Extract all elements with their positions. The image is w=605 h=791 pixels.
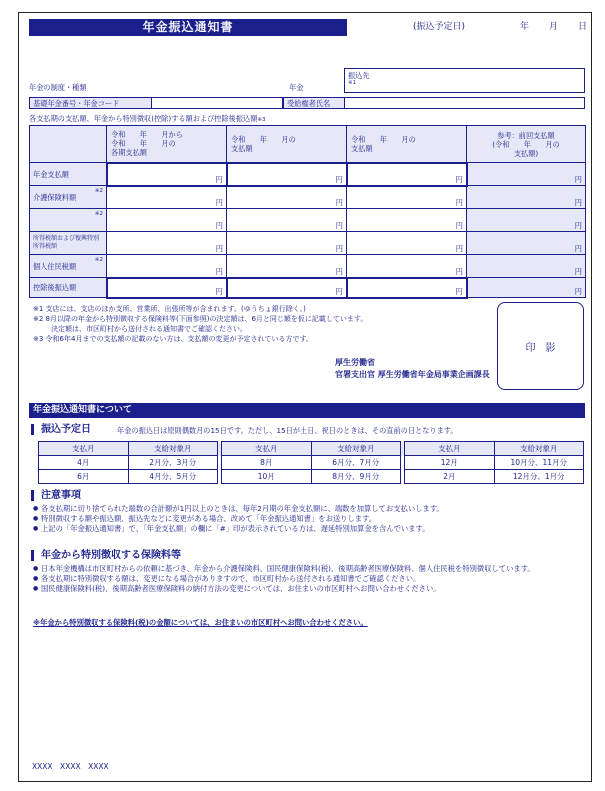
row-label-net-transfer: 控除後振込額 bbox=[30, 278, 107, 298]
col-header-4: 参考：前回支払額 (令和 年 月の 支払額) bbox=[467, 126, 586, 163]
ref-amount-cell: 円 bbox=[467, 278, 586, 298]
row-label-resident-tax: 個人住民税額 ※2 bbox=[30, 255, 107, 278]
amount-cell: 円 bbox=[347, 278, 467, 298]
row-label-blank: ※2 bbox=[30, 209, 107, 232]
ref-amount-cell: 円 bbox=[467, 255, 586, 278]
list-item: ● 上記の「年金振込通知書」で、「年金支払額」の欄に「#」印が表示されている方は、遅延特別加算金を含んでいます。 bbox=[33, 524, 585, 534]
document-title: 年金振込通知書 bbox=[29, 19, 347, 36]
row-label-income-tax: 所得税額および復興特別所得税額 bbox=[30, 232, 107, 255]
ref-amount-cell: 円 bbox=[467, 209, 586, 232]
col-header-1: 令和 年 月から 令和 年 月の 各期支払額 bbox=[107, 126, 227, 163]
amount-cell: 円 bbox=[107, 209, 227, 232]
amount-cell: 円 bbox=[347, 209, 467, 232]
system-type-label: 年金の制度・種類 bbox=[29, 83, 87, 92]
notes-heading: 注意事項 bbox=[31, 490, 81, 501]
amount-cell: 円 bbox=[227, 163, 347, 186]
pay-month: 10月 bbox=[222, 470, 312, 484]
seal-box bbox=[497, 302, 584, 390]
insurance-underline-note: ※年金から特別徴収する保険料(税)の金額については、お住まいの市区町村へお問い合わせください。 bbox=[33, 618, 368, 627]
amount-cell: 円 bbox=[107, 186, 227, 209]
row-label-pension: 年金支払額 bbox=[30, 163, 107, 186]
schedule-date-label: (振込予定日) bbox=[413, 22, 466, 32]
amount-cell: 円 bbox=[227, 186, 347, 209]
notes-list bbox=[33, 504, 585, 534]
basic-number-field bbox=[151, 97, 283, 109]
transfer-note: ※1 bbox=[348, 80, 357, 86]
ref-amount-cell: 円 bbox=[467, 186, 586, 209]
target-month: 6月分、7月分 bbox=[311, 456, 401, 470]
pay-month: 12月 bbox=[405, 456, 495, 470]
list-item: ● 各支払期に特別徴収する額は、変更になる場合がありますので、市区町村から送付される通知書でご確認ください。 bbox=[33, 574, 585, 584]
recipient-label-box bbox=[283, 97, 345, 109]
insurance-heading: 年金から特別徴収する保険料等 bbox=[31, 550, 181, 561]
transfer-label: 振込先 bbox=[348, 71, 370, 80]
row-label-care-insurance: 介護保険料額 ※2 bbox=[30, 186, 107, 209]
footnote-2: ※2 8月以降の年金から特別徴収する保険料等(下面参照)の決定額は、6月と同じ額を仮に記載しています。 bbox=[33, 315, 368, 323]
target-month: 8月分、9月分 bbox=[311, 470, 401, 484]
transfer-box bbox=[344, 68, 585, 93]
ref-amount-cell: 円 bbox=[467, 232, 586, 255]
pay-month: 2月 bbox=[405, 470, 495, 484]
footnote-1: ※1 支店には、支店のほか支所、営業所、出張所等が含まれます。(ゆうちょ銀行除く。) bbox=[33, 305, 306, 313]
amount-cell: 円 bbox=[227, 232, 347, 255]
amount-cell: 円 bbox=[227, 278, 347, 298]
pay-month: 6月 bbox=[39, 470, 129, 484]
recipient-label: 受給権者氏名 bbox=[287, 99, 331, 108]
amount-cell: 円 bbox=[107, 278, 227, 298]
basic-number-label-box bbox=[29, 97, 152, 109]
section-title: 年金振込通知書について bbox=[29, 403, 585, 418]
ref-amount-cell: 円 bbox=[467, 163, 586, 186]
insurance-list bbox=[33, 564, 585, 594]
amount-cell: 円 bbox=[347, 232, 467, 255]
col-pay-month: 支払月 bbox=[222, 442, 312, 456]
amount-cell: 円 bbox=[227, 209, 347, 232]
list-item: ● 各支払期に切り捨てられた端数の合計額が1円以上のときは、毎年2月期の年金支払額に、端数を加算してお支払いします。 bbox=[33, 504, 585, 514]
schedule-text: 年金の振込日は原則偶数月の15日です。ただし、15日が土日、祝日のときは、その直前の日となります。 bbox=[117, 426, 458, 435]
amount-cell: 円 bbox=[227, 255, 347, 278]
schedule-table bbox=[38, 441, 584, 484]
recipient-field bbox=[344, 97, 585, 109]
target-month: 2月分、3月分 bbox=[128, 456, 218, 470]
col-target-month: 支給対象月 bbox=[494, 442, 584, 456]
target-month: 12月分、1月分 bbox=[494, 470, 584, 484]
table-corner bbox=[30, 126, 107, 163]
amount-cell: 円 bbox=[347, 186, 467, 209]
col-pay-month: 支払月 bbox=[405, 442, 495, 456]
amount-table bbox=[29, 125, 586, 299]
footnote-2-cont: 決定額は、市区町村から送付される通知書でご確認ください。 bbox=[51, 325, 247, 333]
footer-code: XXXX XXXX XXXX bbox=[32, 762, 109, 771]
col-target-month: 支給対象月 bbox=[128, 442, 218, 456]
pension-label: 年金 bbox=[289, 83, 304, 92]
issuer-ministry: 厚生労働省 bbox=[335, 358, 375, 367]
list-item: ● 日本年金機構は市区町村からの依頼に基づき、年金から介護保険料、国民健康保険料(税)、後期高齢者医療保険料、個人住民税を特別徴収しています。 bbox=[33, 564, 585, 574]
footnotes bbox=[33, 304, 493, 344]
amount-cell: 円 bbox=[107, 163, 227, 186]
list-item: ● 特別徴収する額や振込額、振込先などに変更がある場合、改めて「年金振込通知書」をお送りします。 bbox=[33, 514, 585, 524]
seal-label: 印 影 bbox=[525, 343, 556, 354]
pay-month: 4月 bbox=[39, 456, 129, 470]
target-month: 4月分、5月分 bbox=[128, 470, 218, 484]
date-month: 月 bbox=[549, 22, 559, 32]
issuer-official: 官署支出官 厚生労働省年金局事業企画課長 bbox=[335, 370, 490, 379]
amount-cell: 円 bbox=[347, 255, 467, 278]
date-day: 日 bbox=[578, 22, 588, 32]
col-pay-month: 支払月 bbox=[39, 442, 129, 456]
schedule-heading: 振込予定日 bbox=[31, 424, 91, 435]
col-header-3: 令和 年 月の 支払額 bbox=[347, 126, 467, 163]
date-year: 年 bbox=[520, 22, 530, 32]
footnote-3: ※3 令和6年4月までの支払額の記載のない方は、支払額の変更が予定されている方です。 bbox=[33, 335, 313, 343]
col-header-2: 令和 年 月の 支払額 bbox=[227, 126, 347, 163]
amounts-heading: 各支払期の支払額、年金から特別徴収(控除)する額および控除後振込額※3 bbox=[29, 114, 266, 123]
col-target-month: 支給対象月 bbox=[311, 442, 401, 456]
target-month: 10月分、11月分 bbox=[494, 456, 584, 470]
pay-month: 8月 bbox=[222, 456, 312, 470]
amount-cell: 円 bbox=[347, 163, 467, 186]
list-item: ● 国民健康保険料(税)、後期高齢者医療保険料の納付方法の変更については、お住まいの市区町村へお問い合わせください。 bbox=[33, 584, 585, 594]
amount-cell: 円 bbox=[107, 255, 227, 278]
amount-cell: 円 bbox=[107, 232, 227, 255]
basic-number-label: 基礎年金番号・年金コード bbox=[33, 99, 120, 108]
